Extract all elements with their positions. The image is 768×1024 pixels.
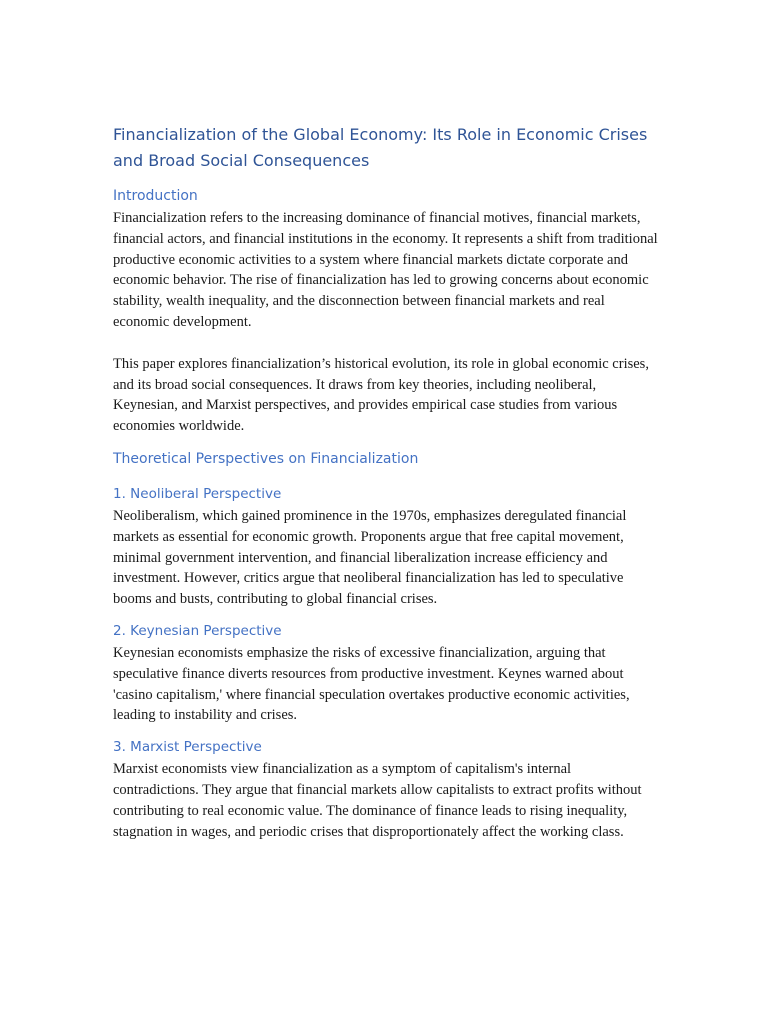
paper-title: Financialization of the Global Economy: Its Role in Economic Crises and Broad Social Consequences [113, 125, 648, 170]
introduction-paragraph-1: Financialization refers to the increasing dominance of financial motives, financial markets, financial actors, and financial institutions in the economy. It represents a shift from traditional productive economic activities to a system where financial markets dictate corporate and economic behavior. The rise of financialization has led to growing concerns about economic stability, wealth inequality, and the disconnection between financial markets and real economic development. [113, 210, 658, 330]
introduction-paragraph-2: This paper explores financialization’s historical evolution, its role in global economic crises, and its broad social consequences. It draws from key theories, including neoliberal, Keynesian, and Marxist perspectives, and provides empirical case studies from various economies worldwide. [113, 355, 649, 435]
paragraph-spacer [113, 333, 658, 354]
marxist-paragraph: Marxist economists view financialization as a symptom of capitalism's internal contradictions. They argue that financial markets allow capitalists to extract profits without contributing to real economic value. The dominance of finance leads to rising inequality, stagnation in wages, and periodic crises that disproportionately affect the working class. [113, 761, 642, 840]
section-spacer [113, 437, 658, 449]
subsection-spacer [113, 726, 658, 737]
subsection-spacer [113, 610, 658, 621]
keynesian-paragraph: Keynesian economists emphasize the risks of excessive financialization, arguing that speculative finance diverts resources from productive investment. Keynes warned about 'casino capitalism,' where financial speculation overtakes productive economic activities, leading to instability and crises. [113, 644, 630, 724]
neoliberal-paragraph: Neoliberalism, which gained prominence in the 1970s, emphasizes deregulated financial markets as essential for economic growth. Proponents argue that free capital movement, minimal government intervention, and financial liberalization increase efficiency and investment. However, critics argue that neoliberal financialization has led to speculative booms and busts, contributing to global financial crises. [113, 507, 627, 608]
neoliberal-heading: 1. Neoliberal Perspective [113, 485, 282, 502]
introduction-heading: Introduction [113, 188, 198, 204]
theory-heading: Theoretical Perspectives on Financialization [113, 450, 419, 467]
marxist-heading: 3. Marxist Perspective [113, 739, 262, 756]
subsection-spacer [113, 471, 658, 484]
keynesian-heading: 2. Keynesian Perspective [113, 622, 282, 639]
